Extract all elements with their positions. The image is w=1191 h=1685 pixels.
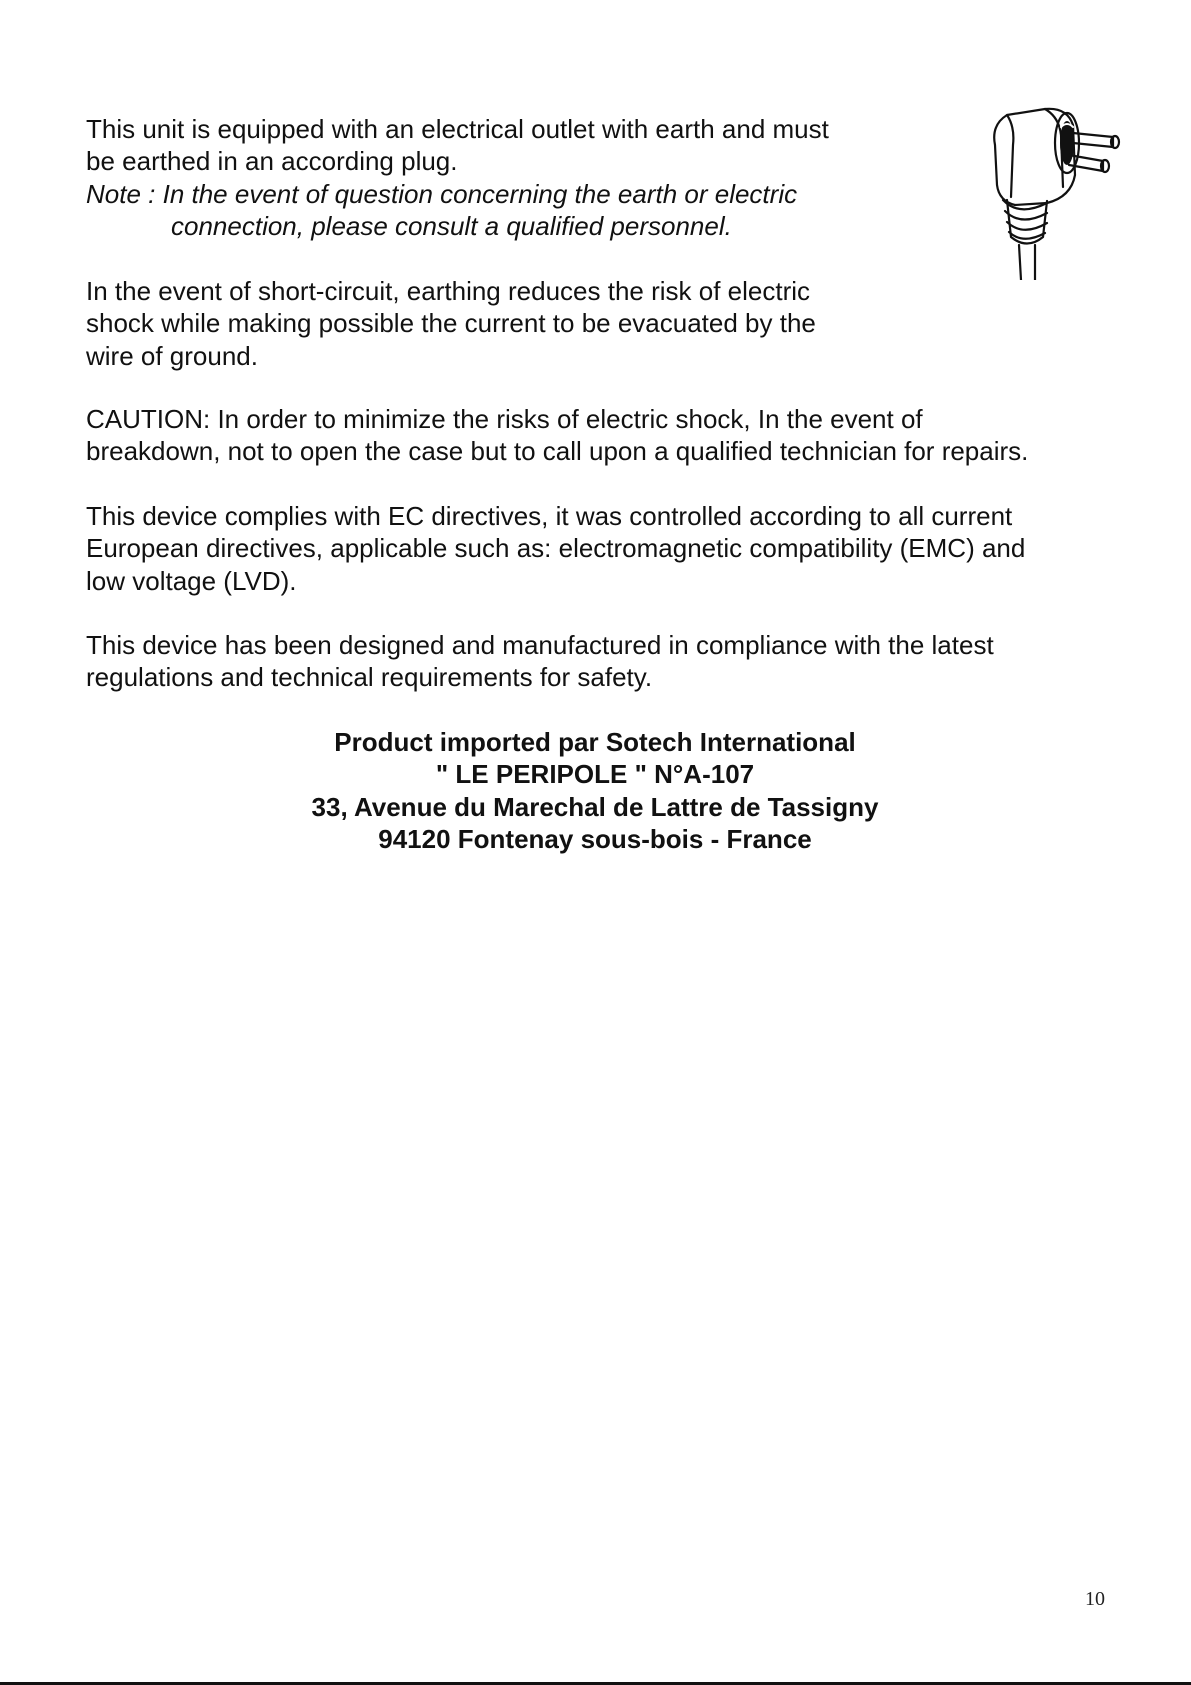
- earthing-line: This unit is equipped with an electrical outlet with earth and must: [86, 114, 829, 144]
- electric-plug-icon: [985, 105, 1125, 280]
- short-circuit-line: In the event of short-circuit, earthing reduces the risk of electric: [86, 276, 811, 306]
- note-line: connection, please consult a qualified personnel.: [171, 210, 732, 241]
- importer-name: Product imported par Sotech International: [334, 727, 856, 757]
- safety-design-line: This device has been designed and manufactured in compliance with the latest: [86, 630, 994, 660]
- safety-design-paragraph: [86, 629, 1126, 694]
- ec-compliance-line: low voltage (LVD).: [86, 565, 297, 596]
- short-circuit-paragraph: [86, 275, 1126, 372]
- earthing-paragraph: [86, 113, 1126, 242]
- short-circuit-line: wire of ground.: [86, 340, 258, 371]
- importer-city: 94120 Fontenay sous-bois - France: [378, 823, 812, 854]
- safety-design-line: regulations and technical requirements for safety.: [86, 662, 653, 693]
- page-number: 10: [1085, 1588, 1105, 1610]
- short-circuit-line: shock while making possible the current to be evacuated by the: [86, 308, 816, 339]
- caution-line: breakdown, not to open the case but to call upon a qualified technician for repairs.: [86, 436, 1029, 467]
- importer-address-block: [86, 726, 1104, 855]
- caution-paragraph: [86, 403, 1126, 468]
- ec-compliance-line: This device complies with EC directives, it was controlled according to all current: [86, 501, 1013, 531]
- importer-building: " LE PERIPOLE " N°A-107: [435, 759, 755, 790]
- ec-compliance-paragraph: [86, 500, 1126, 597]
- importer-street: 33, Avenue du Marechal de Lattre de Tassigny: [311, 791, 879, 822]
- caution-line: CAUTION: In order to minimize the risks of electric shock, In the event of: [86, 404, 923, 434]
- ec-compliance-line: European directives, applicable such as: electromagnetic compatibility (EMC) and: [86, 533, 1026, 564]
- note-line: Note : In the event of question concerning the earth or electric: [86, 178, 798, 209]
- earthing-line: be earthed in an according plug.: [86, 146, 458, 177]
